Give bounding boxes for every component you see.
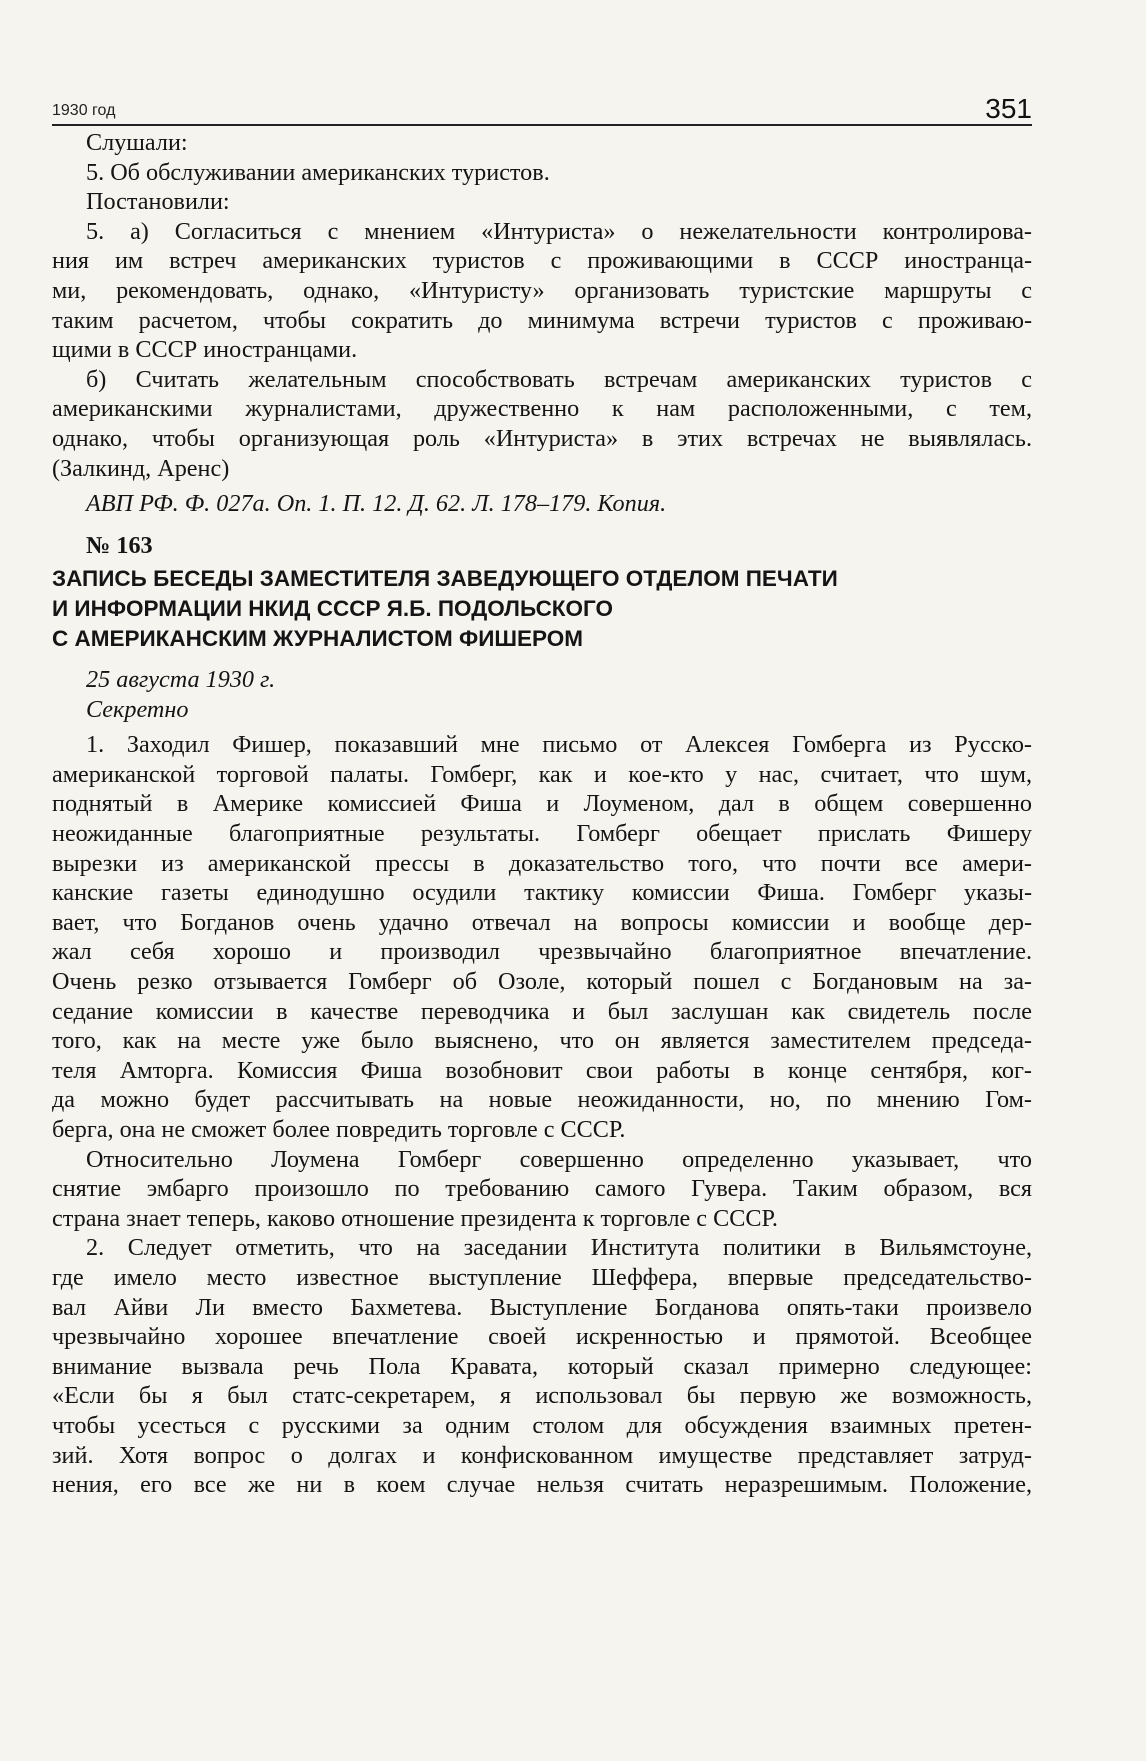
item-b-line: (Залкинд, Аренс) (52, 454, 230, 482)
paragraph-line: нения, его все же ни в коем случае нельзя считать неразрешимым. Положение, (52, 1471, 1032, 1499)
paragraph-line: Очень резко отзывается Гомберг об Озоле, который пошел с Богдановым на за- (52, 968, 1032, 996)
archive-reference: АВП РФ. Ф. 027а. Оп. 1. П. 12. Д. 62. Л. 178–179. Копия. (86, 490, 667, 518)
paragraph-line: страна знает теперь, каково отношение президента к торговле с СССР. (52, 1204, 778, 1232)
page-body (52, 128, 1032, 1500)
item-a-line: ния им встреч американских туристов с проживающими в СССР иностранца- (52, 247, 1032, 275)
paragraph-3 (52, 1233, 1032, 1499)
resolved-label: Постановили: (86, 188, 230, 216)
paragraph-line: Относительно Лоумена Гомберг совершенно определенно указывает, что (86, 1145, 1032, 1173)
paragraph-line: поднятый в Америке комиссией Фиша и Лоуменом, дал в общем совершенно (52, 790, 1032, 818)
classification-mark: Секретно (86, 695, 189, 723)
heard-item: 5. Об обслуживании американских туристов. (86, 158, 550, 186)
paragraph-line: вал Айви Ли вместо Бахметева. Выступление Богданова опять-таки произвело (52, 1293, 1032, 1321)
paragraph-line: седание комиссии в качестве переводчика и был заслушан как свидетель после (52, 997, 1032, 1025)
paragraph-line: снятие эмбарго произошло по требованию самого Гувера. Таким образом, вся (52, 1175, 1032, 1203)
paragraph-line: берга, она не сможет более повредить торговле с СССР. (52, 1116, 626, 1143)
item-a-line: таким расчетом, чтобы сократить до минимума встречи туристов с проживаю- (52, 306, 1032, 334)
paragraph-line: того, как на месте уже было выяснено, что он является заместителем председа- (52, 1027, 1032, 1055)
paragraph-line: чрезвычайно хорошее впечатление своей искренностью и прямотой. Всеобщее (52, 1323, 1032, 1351)
paragraph-line: теля Амторга. Комиссия Фиша возобновит свои работы в конце сентября, ког- (52, 1056, 1032, 1084)
paragraph-line: 2. Следует отметить, что на заседании Института политики в Вильямстоуне, (86, 1234, 1032, 1262)
paragraph-1 (52, 730, 1032, 1144)
item-b-line: американскими журналистами, дружественно к нам расположенными, с тем, (52, 395, 1032, 423)
page-number: 351 (985, 93, 1032, 124)
paragraph-line: 1. Заходил Фишер, показавший мне письмо от Алексея Гомберга из Русско- (86, 731, 1032, 759)
paragraph-line: внимание вызвала речь Пола Кравата, который сказал примерно следующее: (52, 1352, 1032, 1380)
heard-label: Слушали: (86, 129, 188, 156)
title-line: С АМЕРИКАНСКИМ ЖУРНАЛИСТОМ ФИШЕРОМ (52, 625, 584, 651)
document-date: 25 августа 1930 г. (86, 666, 276, 694)
item-b-line: б) Считать желательным способствовать встречам американских туристов с (86, 365, 1032, 393)
document-title (52, 564, 1032, 653)
resolution-item-b (52, 365, 1032, 483)
item-a-line: щими в СССР иностранцами. (52, 336, 358, 364)
paragraph-2 (52, 1145, 1032, 1234)
title-line: И ИНФОРМАЦИИ НКИД СССР Я.Б. ПОДОЛЬСКОГО (52, 595, 614, 621)
paragraph-line: жал себя хорошо и производил чрезвычайно благоприятное впечатление. (52, 938, 1032, 966)
paragraph-line: «Если бы я был статс-секретарем, я использовал бы первую же возможность, (52, 1382, 1032, 1410)
paragraph-line: вает, что Богданов очень удачно отвечал на вопросы комиссии и вообще дер- (52, 908, 1032, 936)
item-a-line: ми, рекомендовать, однако, «Интуристу» организовать туристские маршруты с (52, 276, 1032, 304)
page-header (52, 90, 1032, 126)
title-line: ЗАПИСЬ БЕСЕДЫ ЗАМЕСТИТЕЛЯ ЗАВЕДУЮЩЕГО ОТДЕЛОМ ПЕЧАТИ (52, 566, 838, 592)
paragraph-line: зий. Хотя вопрос о долгах и конфискованном имуществе представляет затруд- (52, 1441, 1032, 1469)
running-head: 1930 год (52, 102, 116, 119)
paragraph-line: да можно будет рассчитывать на новые неожиданности, но, по мнению Гом- (52, 1086, 1032, 1114)
paragraph-line: вырезки из американской прессы в доказательство того, что почти все амери- (52, 849, 1032, 877)
document-number: № 163 (86, 531, 153, 559)
paragraph-line: американской торговой палаты. Гомберг, как и кое-кто у нас, считает, что шум, (52, 760, 1032, 788)
paragraph-line: чтобы усесться с русскими за одним столом для обсуждения взаимных претен- (52, 1411, 1032, 1439)
item-b-line: однако, чтобы организующая роль «Интуриста» в этих встречах не выявлялась. (52, 424, 1032, 452)
paragraph-line: канские газеты единодушно осудили тактику комиссии Фиша. Гомберг указы- (52, 879, 1032, 907)
resolution-item-a (52, 217, 1032, 365)
item-a-line: 5. а) Согласиться с мнением «Интуриста» о нежелательности контролирова- (86, 217, 1032, 245)
paragraph-line: где имело место известное выступление Шеффера, впервые председательство- (52, 1263, 1032, 1291)
paragraph-line: неожиданные благоприятные результаты. Гомберг обещает прислать Фишеру (52, 820, 1032, 848)
